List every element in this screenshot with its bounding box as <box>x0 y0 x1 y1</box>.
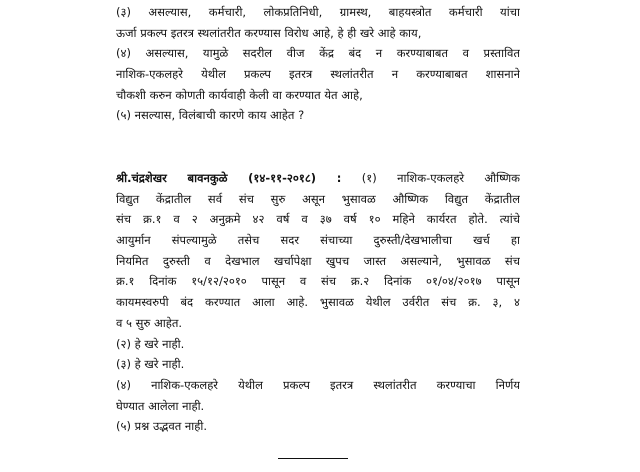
questions-block <box>116 2 520 126</box>
question-line: चौकशी करुन कोणती कार्यवाही केली वा करण्यात येत आहे, <box>116 87 363 102</box>
question-line: नाशिक-एकलहरे येथील प्रकल्प इतरत्र स्थलांतरीत न करण्याबाबत शासनाने <box>116 67 520 82</box>
end-divider <box>278 458 348 459</box>
speaker-name: श्री.चंद्रशेखर बावनकुळे (१४-११-२०१८) : <box>116 171 342 185</box>
answer-line: व ५ सुरु आहेत. <box>116 315 183 330</box>
answer-first-line <box>116 168 520 189</box>
answer-line: घेण्यात आलेला नाही. <box>116 398 205 413</box>
answer-line: संच क्र.१ व २ अनुक्रमे ४२ वर्ष व ३७ वर्ष १० महिने कार्यरत होते. त्यांचे <box>116 212 520 227</box>
answer-line: आयुर्मान संपल्यामुळे तसेच सदर संचाच्या दुरुस्ती/देखभालीचा खर्च हा <box>116 233 520 248</box>
answer-first-line-text: (१) नाशिक-एकलहरे औष्णिक <box>361 171 520 185</box>
answer-line: (४) नाशिक-एकलहरे येथील प्रकल्प इतरत्र स्थलांतरीत करण्याचा निर्णय <box>116 377 520 392</box>
question-line: ऊर्जा प्रकल्प इतरत्र स्थलांतरीत करण्यास विरोध आहे, हे ही खरे आहे काय, <box>116 25 422 40</box>
answer-line: (२) हे खरे नाही. <box>116 336 185 351</box>
answer-line: विद्युत केंद्रातील सर्व संच सुरु असून भुसावळ औष्णिक विद्युत केंद्रातील <box>116 191 520 206</box>
question-line: (३) असल्यास, कर्मचारी, लोकप्रतिनिधी, ग्रामस्थ, बाहयस्त्रोत कर्मचारी यांचा <box>116 5 520 19</box>
answer-block <box>116 168 520 437</box>
question-line: (४) असल्यास, यामुळे सदरील वीज केंद्र बंद न करण्याबाबत व प्रस्तावित <box>116 46 520 61</box>
answer-line: (५) प्रश्न उद्भवत नाही. <box>116 419 208 434</box>
question-line: (५) नसल्यास, विलंबाची कारणे काय आहेत ? <box>116 108 305 123</box>
answer-line: (३) हे खरे नाही. <box>116 357 185 372</box>
answer-line: क्र.१ दिनांक १५/१२/२०१० पासून व संच क्र.२ दिनांक ०१/०४/२०१७ पासून <box>116 274 520 289</box>
answer-line: नियमित दुरुस्ती व देखभाल खर्चापेक्षा खुपच जास्त असल्याने, भुसावळ संच <box>116 253 520 268</box>
answer-line: कायमस्वरुपी बंद करण्यात आला आहे. भुसावळ येथील उर्वरीत संच क्र. ३, ४ <box>116 295 520 310</box>
